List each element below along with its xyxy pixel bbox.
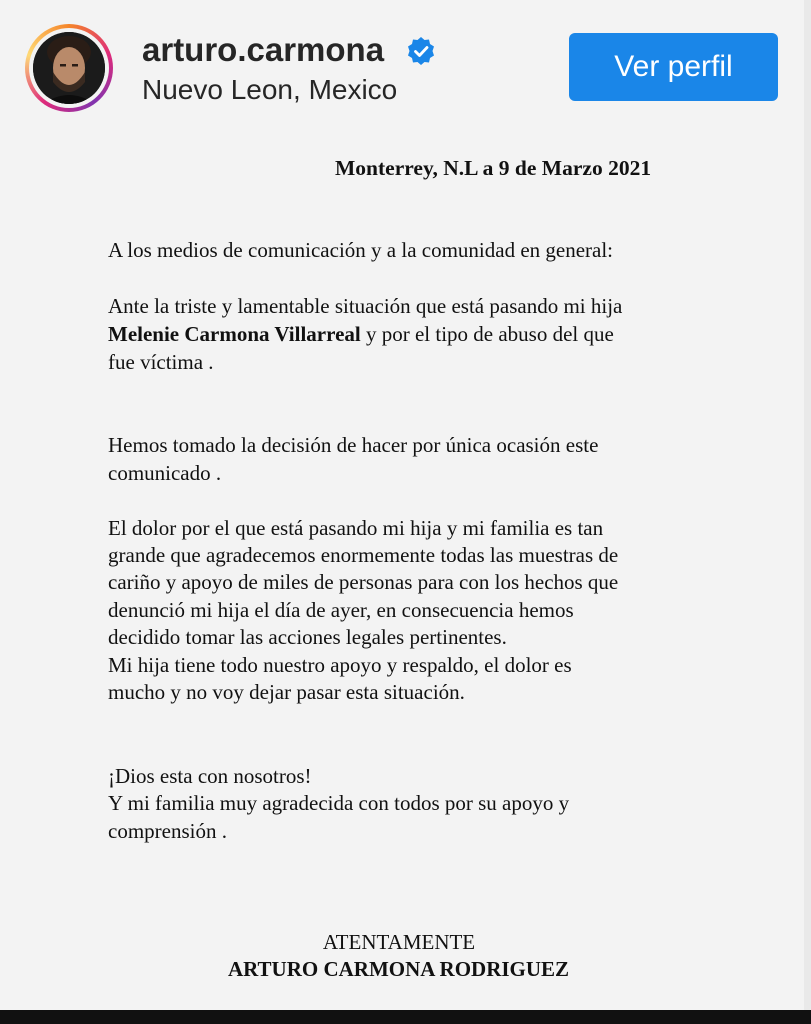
username[interactable]: arturo.carmona xyxy=(142,31,385,68)
letter-p3-line2: grande que agradecemos enormemente todas las muestras de xyxy=(108,543,619,567)
letter-salutation: A los medios de comunicación y a la comunidad en general: xyxy=(108,238,614,262)
avatar-photo-icon xyxy=(33,32,105,104)
letter-p4-line1: ¡Dios esta con nosotros! xyxy=(108,764,312,788)
location[interactable]: Nuevo Leon, Mexico xyxy=(142,74,398,105)
letter-p1-line1: Ante la triste y lamentable situación que está pasando mi hija xyxy=(108,294,623,318)
letter-p1-line2 xyxy=(108,321,614,349)
verified-badge-icon xyxy=(406,36,436,66)
letter-p4-line2: Y mi familia muy agradecida con todos por su apoyo y xyxy=(108,791,570,815)
avatar-frame xyxy=(29,28,109,108)
closing-text: ATENTAMENTE xyxy=(322,930,476,954)
view-profile-button[interactable]: Ver perfil xyxy=(569,33,778,101)
letter-p2-line1: Hemos tomado la decisión de hacer por única ocasión este xyxy=(108,433,599,457)
letter-p3-line7: mucho y no voy dejar pasar esta situación. xyxy=(108,680,465,704)
letter-p1-line2-rest: y por el tipo de abuso del que xyxy=(360,322,614,346)
letter-p3-line4: denunció mi hija el día de ayer, en consecuencia hemos xyxy=(108,598,574,622)
letter-closing xyxy=(0,929,804,957)
letter-p3-line1: El dolor por el que está pasando mi hija y mi familia es tan xyxy=(108,516,604,540)
daughter-name: Melenie Carmona Villarreal xyxy=(108,322,361,346)
letter-p3-line3: cariño y apoyo de miles de personas para con los hechos que xyxy=(108,570,619,594)
letter-p3-line5: decidido tomar las acciones legales pertinentes. xyxy=(108,625,507,649)
letter-p3-line6: Mi hija tiene todo nuestro apoyo y respaldo, el dolor es xyxy=(108,653,572,677)
story-ring[interactable] xyxy=(25,24,113,112)
letter-date: Monterrey, N.L a 9 de Marzo 2021 xyxy=(335,156,652,180)
letter-p1-line3: fue víctima . xyxy=(108,350,214,374)
avatar[interactable] xyxy=(33,32,105,104)
card-edge xyxy=(804,0,811,1010)
bottom-bar xyxy=(0,1010,811,1024)
letter-signature xyxy=(0,956,804,984)
letter-p2-line2: comunicado . xyxy=(108,461,222,485)
signature-name: ARTURO CARMONA RODRIGUEZ xyxy=(227,957,570,981)
letter-p4-line3: comprensión . xyxy=(108,819,227,843)
